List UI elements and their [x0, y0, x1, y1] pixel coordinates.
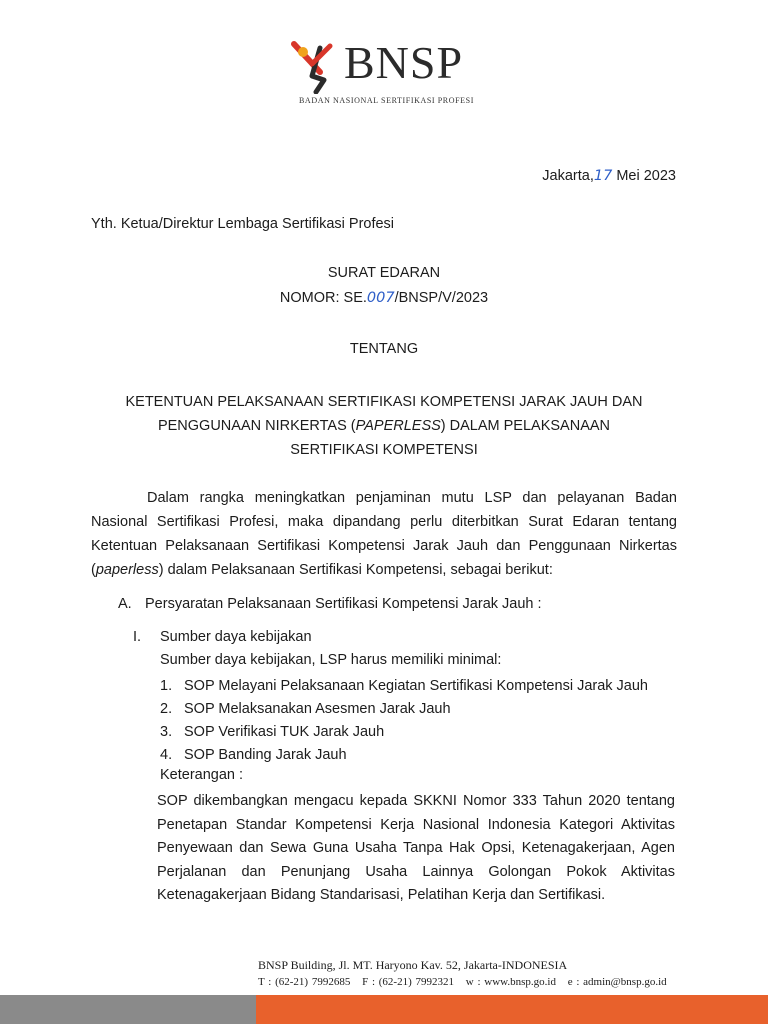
subject-line-2b: ) DALAM PELAKSANAAN [440, 418, 611, 434]
list-item-text: SOP Verifikasi TUK Jarak Jauh [184, 724, 385, 740]
list-item [160, 698, 648, 721]
list-item-text: SOP Banding Jarak Jauh [184, 747, 347, 763]
list-item [160, 744, 648, 767]
list-item-text: SOP Melaksanakan Asesmen Jarak Jauh [184, 701, 451, 717]
intro-text-a: Dalam rangka meningkatkan penjaminan mutu LSP dan pelayanan Badan Nasional Sertifikasi Profesi, maka dipandang perlu diterbitkan Surat Edaran tentang Ketentuan Pelaksanaan Sertifikasi Kompetensi Jarak Jauh dan Penggunaan Nirkertas ( [91, 490, 677, 578]
subject-heading [0, 390, 768, 462]
footer-contacts [258, 976, 675, 988]
section-a-marker: A. [118, 596, 132, 612]
date-place: Jakarta, [542, 168, 594, 184]
list-item-number: 4. [160, 747, 173, 763]
footer-bar-orange [256, 995, 768, 1024]
list-item-number: 3. [160, 724, 173, 740]
list-item-number: 1. [160, 678, 173, 694]
document-type: SURAT EDARAN [327, 265, 441, 281]
item-i-marker: I. [133, 629, 142, 645]
item-i-title: Sumber daya kebijakan [160, 629, 312, 645]
about-heading: TENTANG [349, 341, 419, 357]
subject-line-3: SERTIFIKASI KOMPETENSI [290, 442, 478, 458]
date-month-year: Mei 2023 [616, 168, 676, 184]
number-suffix: /BNSP/V/2023 [394, 290, 489, 306]
intro-text-b: ) dalam Pelaksanaan Sertifikasi Kompetensi, sebagai berikut: [158, 562, 553, 578]
sop-list [160, 675, 648, 767]
subject-line-2a: PENGGUNAAN NIRKERTAS ( [157, 418, 356, 434]
brand-name: BNSP [344, 37, 464, 88]
subject-paperless: PAPERLESS [355, 418, 441, 434]
note-text: SOP dikembangkan mengacu kepada SKKNI Nomor 333 Tahun 2020 tentang Penetapan Standar Kompetensi Kerja Nasional Indonesia Kategori Aktivitas Penyewaan dan Sewa Guna Usaha Tanpa Hak Opsi, Ketenagakerjaan, Agen Perjalanan dan Penunjang Usaha Lainnya Golongan Pokok Aktivitas Ketenagakerjaan Bidang Standarisasi, Pelatihan Kerja dan Sertifikasi. [157, 793, 675, 903]
number-prefix: NOMOR: SE. [279, 290, 367, 306]
list-item-number: 2. [160, 701, 173, 717]
footer-bar-gray [0, 995, 256, 1024]
section-a-heading [118, 596, 542, 612]
footer-web: w : www.bnsp.go.id [465, 976, 556, 988]
brand-subtitle: BADAN NASIONAL SERTIFIKASI PROFESI [299, 96, 474, 105]
intro-paragraph [91, 486, 677, 582]
bnsp-logo-icon [290, 40, 340, 94]
note-label: Keterangan : [160, 767, 244, 783]
subject-line-2 [0, 414, 768, 438]
footer-address: BNSP Building, Jl. MT. Haryono Kav. 52, Jakarta-INDONESIA [258, 958, 568, 972]
item-i-heading [133, 629, 312, 645]
footer-phone: T : (62-21) 7992685 [258, 976, 351, 988]
document-number [0, 290, 768, 306]
number-handwritten: 007 [366, 290, 395, 306]
list-item [160, 721, 648, 744]
subject-line-1: KETENTUAN PELAKSANAAN SERTIFIKASI KOMPETENSI JARAK JAUH DAN [125, 394, 643, 410]
policy-intro: Sumber daya kebijakan, LSP harus memiliki minimal: [160, 652, 502, 668]
footer-fax: F : (62-21) 7992321 [362, 976, 454, 988]
list-item-text: SOP Melayani Pelaksanaan Kegiatan Sertifikasi Kompetensi Jarak Jauh [184, 678, 648, 694]
footer-email: e : admin@bnsp.go.id [567, 976, 667, 988]
section-a-title: Persyaratan Pelaksanaan Sertifikasi Kompetensi Jarak Jauh : [145, 596, 542, 612]
letter-date [542, 168, 676, 184]
recipient: Yth. Ketua/Direktur Lembaga Sertifikasi Profesi [91, 216, 395, 232]
date-day-handwritten: 17 [593, 168, 613, 184]
list-item [160, 675, 648, 698]
intro-paperless: paperless [95, 562, 159, 578]
